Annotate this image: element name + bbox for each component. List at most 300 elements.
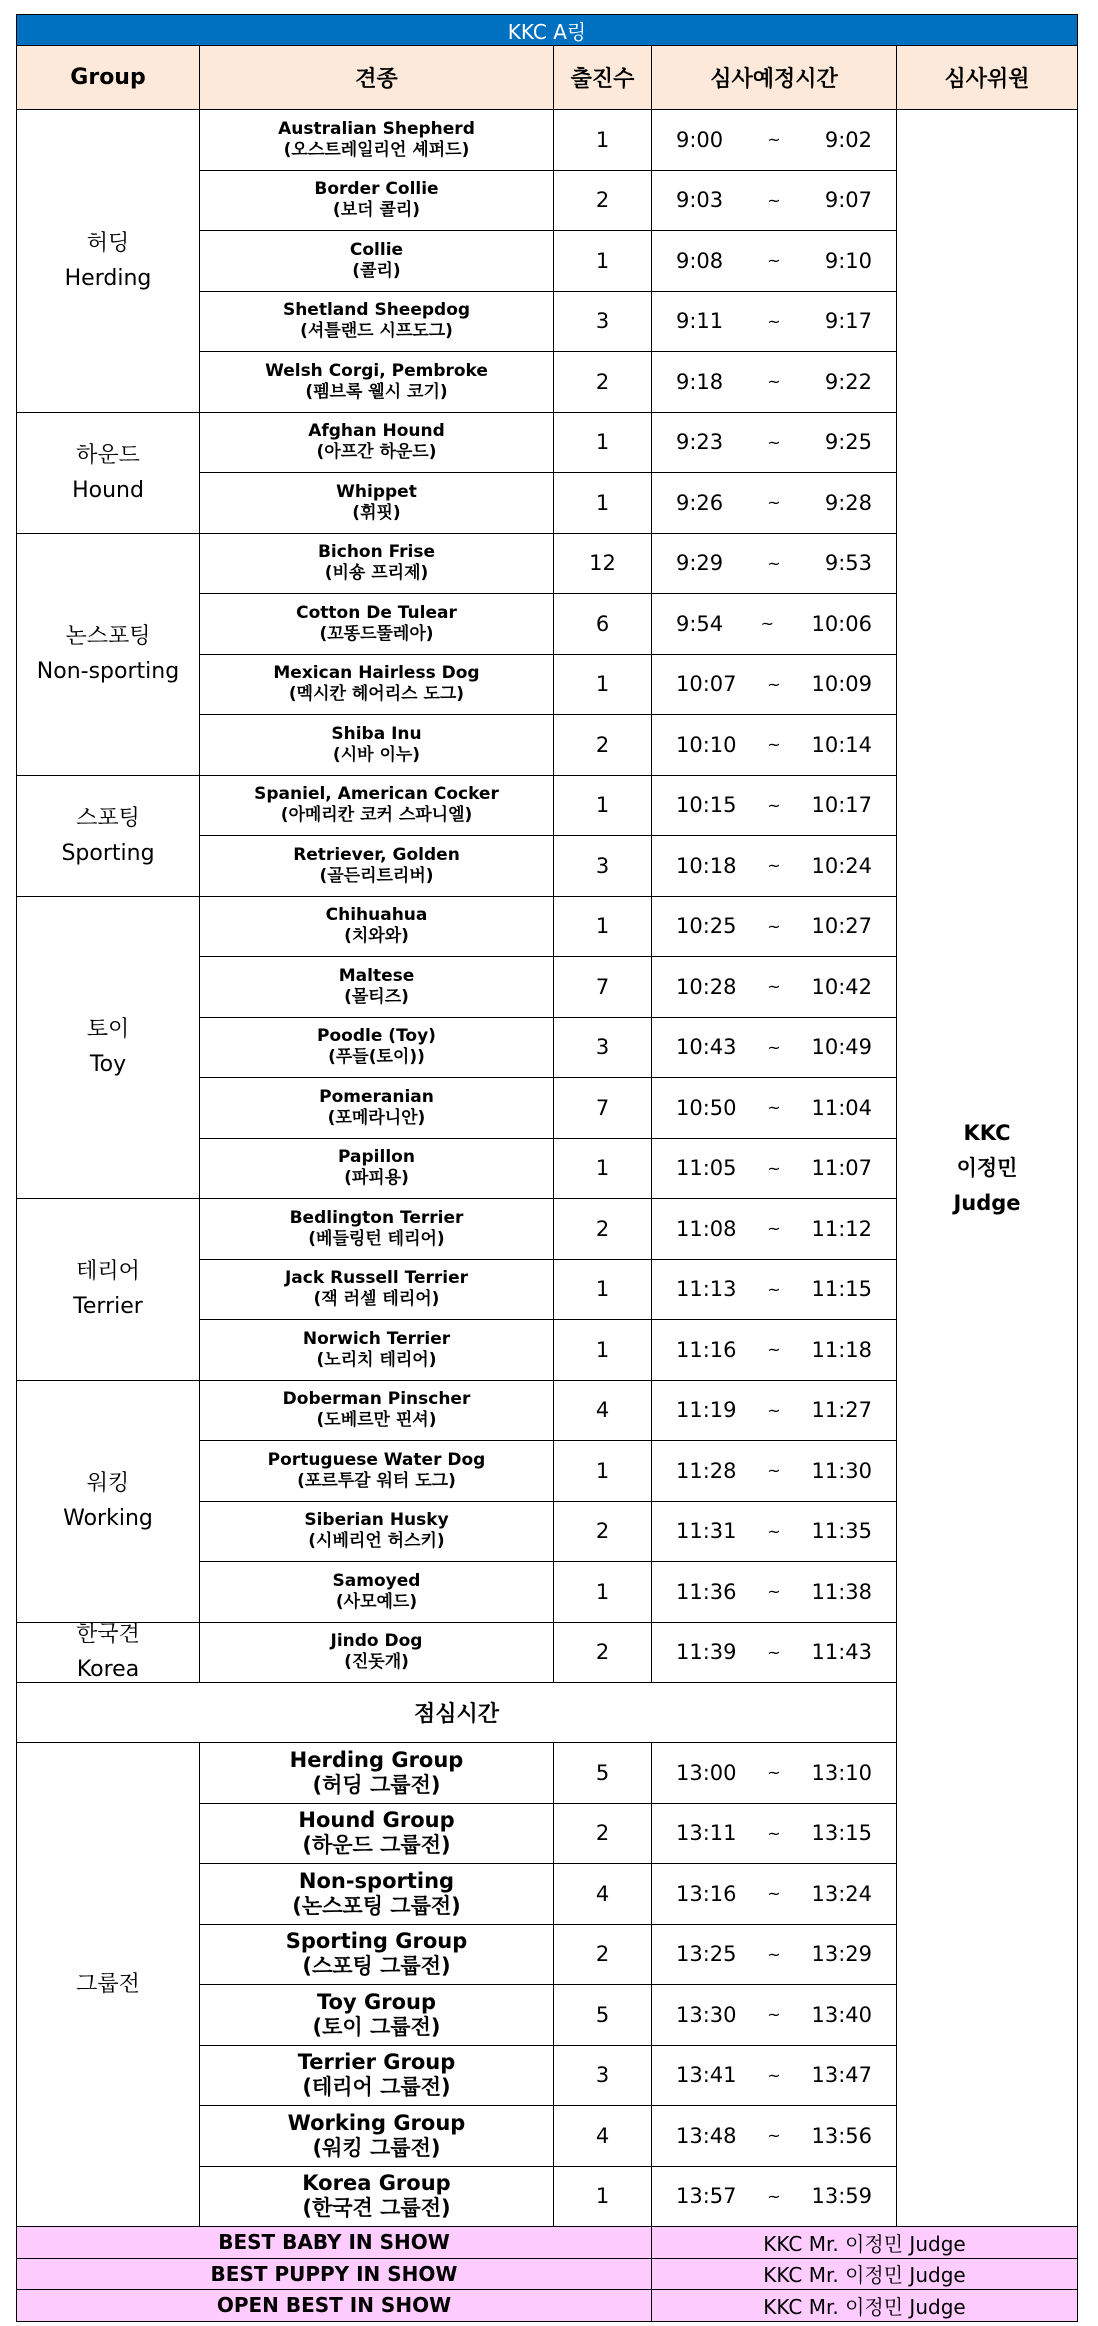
- group-name-en: Herding: [64, 265, 152, 291]
- schedule-time: [652, 110, 897, 171]
- group-judging-label-cell: [16, 1743, 200, 2227]
- schedule-time: [652, 1199, 897, 1260]
- time-separator: ~: [767, 916, 781, 936]
- breed-name-ko: (골든리트리버): [319, 865, 434, 886]
- entry-count-value: 1: [595, 914, 610, 939]
- best-label-text: BEST BABY IN SHOW: [218, 2230, 450, 2255]
- end-time: 10:09: [811, 672, 872, 697]
- header-label: 출진수: [570, 67, 635, 92]
- time-separator: ~: [767, 1521, 781, 1541]
- schedule-time: [652, 2167, 897, 2228]
- entry-count-value: 2: [595, 1821, 610, 1846]
- entry-count-value: 5: [595, 1760, 610, 1785]
- schedule-time: [652, 1985, 897, 2046]
- start-time: 10:18: [676, 853, 737, 878]
- entry-count: [554, 776, 652, 837]
- start-time: 11:31: [676, 1519, 737, 1544]
- entry-count-value: 6: [595, 611, 610, 636]
- breed-name-ko: (포르투갈 워터 도그): [297, 1470, 456, 1491]
- schedule-time: [652, 655, 897, 716]
- entry-count-value: 7: [595, 1095, 610, 1120]
- schedule-time: [652, 1018, 897, 1079]
- start-time: 10:28: [676, 974, 737, 999]
- time-separator: ~: [767, 130, 781, 150]
- time-separator: ~: [767, 1582, 781, 1602]
- breed-name-ko: (치와와): [344, 926, 409, 947]
- start-time: 13:00: [676, 1760, 737, 1785]
- group-name-ko: 워킹: [86, 1471, 130, 1496]
- entry-count-value: 4: [595, 1398, 610, 1423]
- entry-count: [554, 1864, 652, 1925]
- end-time: 11:38: [811, 1579, 872, 1604]
- best-label-text: BEST PUPPY IN SHOW: [210, 2261, 458, 2286]
- entry-count: [554, 1985, 652, 2046]
- breed-cell: [200, 534, 554, 595]
- schedule-time: [652, 897, 897, 958]
- judge-org: KKC: [963, 1120, 1011, 1145]
- time-separator: ~: [767, 977, 781, 997]
- best-in-show-judge: [652, 2227, 1078, 2259]
- schedule-time: [652, 1623, 897, 1684]
- best-in-show-judge: [652, 2259, 1078, 2291]
- breed-name-ko: (파피용): [344, 1168, 409, 1189]
- start-time: 11:36: [676, 1579, 737, 1604]
- breed-cell: [200, 1139, 554, 1200]
- breed-name-en: Border Collie: [314, 179, 439, 200]
- schedule-time: [652, 1320, 897, 1381]
- schedule-time: [652, 1864, 897, 1925]
- schedule-time: [652, 594, 897, 655]
- breed-cell: [200, 655, 554, 716]
- entry-count-value: 2: [595, 1942, 610, 1967]
- breed-name-ko: (비숑 프리제): [324, 563, 429, 584]
- schedule-time: [652, 1743, 897, 1804]
- start-time: 13:30: [676, 2002, 737, 2027]
- judge-title: Judge: [953, 1190, 1021, 1215]
- end-time: 10:27: [811, 914, 872, 939]
- group-working: [16, 1381, 200, 1623]
- time-separator: ~: [767, 674, 781, 694]
- breed-name-ko: (오스트레일리언 셰퍼드): [283, 139, 470, 160]
- schedule-time: [652, 1078, 897, 1139]
- breed-cell: [200, 413, 554, 474]
- group-judging-cell: [200, 1743, 554, 1804]
- group-judging-en: Korea Group: [302, 2171, 451, 2196]
- group-toy: [16, 897, 200, 1200]
- entry-count-value: 1: [595, 1156, 610, 1181]
- group-judging-cell: [200, 2046, 554, 2107]
- entry-count-value: 2: [595, 1216, 610, 1241]
- breed-name-en: Chihuahua: [325, 905, 428, 926]
- end-time: 11:12: [811, 1216, 872, 1241]
- group-judging-ko: (스포팅 그룹전): [302, 1954, 451, 1979]
- schedule-time: [652, 836, 897, 897]
- schedule-time: [652, 231, 897, 292]
- group-name-en: Korea: [76, 1657, 140, 1683]
- entry-count-value: 3: [595, 309, 610, 334]
- entry-count: [554, 655, 652, 716]
- group-name-ko: 논스포팅: [65, 624, 151, 649]
- end-time: 9:17: [824, 309, 872, 334]
- end-time: 9:07: [824, 188, 872, 213]
- header-label: 견종: [355, 67, 398, 92]
- entry-count: [554, 1743, 652, 1804]
- start-time: 13:16: [676, 1881, 737, 1906]
- table-title: [16, 14, 1078, 46]
- entry-count: [554, 1320, 652, 1381]
- start-time: 9:11: [676, 309, 724, 334]
- group-name-en: Hound: [72, 477, 144, 503]
- start-time: 13:25: [676, 1942, 737, 1967]
- header-group: [16, 46, 200, 110]
- best-judge-text: KKC Mr. 이정민 Judge: [763, 2231, 966, 2256]
- end-time: 11:27: [811, 1398, 872, 1423]
- breed-name-ko: (시바 이누): [332, 744, 421, 765]
- schedule-time: [652, 776, 897, 837]
- group-korea: [16, 1623, 200, 1684]
- schedule-time: [652, 1562, 897, 1623]
- end-time: 13:29: [811, 1942, 872, 1967]
- end-time: 13:59: [811, 2184, 872, 2209]
- start-time: 11:13: [676, 1277, 737, 1302]
- schedule-time: [652, 957, 897, 1018]
- schedule-time: [652, 352, 897, 413]
- schedule-time: [652, 1139, 897, 1200]
- breed-name-ko: (푸들(토이)): [328, 1047, 425, 1068]
- schedule-time: [652, 413, 897, 474]
- breed-name-en: Retriever, Golden: [293, 844, 460, 865]
- entry-count: [554, 836, 652, 897]
- entry-count-value: 2: [595, 732, 610, 757]
- best-judge-text: KKC Mr. 이정민 Judge: [763, 2294, 966, 2319]
- time-separator: ~: [767, 1763, 781, 1783]
- time-separator: ~: [767, 795, 781, 815]
- end-time: 11:04: [811, 1095, 872, 1120]
- start-time: 10:10: [676, 732, 737, 757]
- entry-count-value: 1: [595, 793, 610, 818]
- end-time: 11:07: [811, 1156, 872, 1181]
- end-time: 13:47: [811, 2063, 872, 2088]
- time-separator: ~: [767, 1219, 781, 1239]
- entry-count: [554, 1562, 652, 1623]
- breed-cell: [200, 231, 554, 292]
- breed-name-en: Mexican Hairless Dog: [273, 663, 480, 684]
- best-label-text: OPEN BEST IN SHOW: [216, 2293, 452, 2318]
- entry-count: [554, 2046, 652, 2107]
- start-time: 9:08: [676, 248, 724, 273]
- time-separator: ~: [767, 553, 781, 573]
- schedule-sheet: [16, 14, 1078, 2326]
- start-time: 13:48: [676, 2123, 737, 2148]
- entry-count-value: 4: [595, 2123, 610, 2148]
- breed-name-en: Maltese: [338, 965, 415, 986]
- group-name-en: Working: [63, 1506, 153, 1531]
- best-in-show-label: [16, 2227, 652, 2259]
- group-judging-en: Hound Group: [298, 1808, 455, 1833]
- start-time: 11:19: [676, 1398, 737, 1423]
- entry-count-value: 1: [595, 2184, 610, 2209]
- breed-name-en: Doberman Pinscher: [282, 1389, 471, 1410]
- breed-cell: [200, 1381, 554, 1442]
- breed-cell: [200, 836, 554, 897]
- start-time: 11:39: [676, 1640, 737, 1665]
- breed-name-ko: (아프간 하운드): [316, 442, 437, 463]
- header-schedule: [652, 46, 897, 110]
- start-time: 9:03: [676, 188, 724, 213]
- breed-name-ko: (사모예드): [335, 1591, 418, 1612]
- start-time: 11:05: [676, 1156, 737, 1181]
- entry-count: [554, 715, 652, 776]
- entry-count: [554, 171, 652, 232]
- header-judge: [897, 46, 1078, 110]
- start-time: 13:41: [676, 2063, 737, 2088]
- group-judging-cell: [200, 1985, 554, 2046]
- header-label: 심사위원: [944, 67, 1030, 92]
- start-time: 9:00: [676, 127, 724, 152]
- end-time: 13:15: [811, 1821, 872, 1846]
- end-time: 10:06: [811, 611, 872, 636]
- entry-count-value: 3: [595, 853, 610, 878]
- entry-count-value: 1: [595, 248, 610, 273]
- time-separator: ~: [760, 614, 775, 634]
- entry-count-value: 5: [595, 2002, 610, 2027]
- breed-cell: [200, 776, 554, 837]
- breed-name-en: Cotton De Tulear: [296, 602, 457, 623]
- start-time: 11:28: [676, 1458, 737, 1483]
- entry-count: [554, 1381, 652, 1442]
- breed-cell: [200, 715, 554, 776]
- time-separator: ~: [767, 1400, 781, 1420]
- header-count: [554, 46, 652, 110]
- entry-count: [554, 1441, 652, 1502]
- schedule-time: [652, 171, 897, 232]
- lunch-break-row: [16, 1683, 897, 1743]
- end-time: 11:18: [811, 1337, 872, 1362]
- start-time: 11:08: [676, 1216, 737, 1241]
- breed-name-ko: (멕시칸 헤어리스 도그): [288, 684, 465, 705]
- schedule-time: [652, 1381, 897, 1442]
- entry-count-value: 1: [595, 1458, 610, 1483]
- judge-cell: [897, 110, 1078, 2227]
- entry-count-value: 1: [595, 1579, 610, 1604]
- schedule-time: [652, 1260, 897, 1321]
- group-judging-ko: (허딩 그룹전): [312, 1772, 441, 1797]
- time-separator: ~: [767, 1884, 781, 1904]
- entry-count: [554, 1139, 652, 1200]
- group-name-en: Terrier: [73, 1294, 143, 1320]
- entry-count-value: 2: [595, 369, 610, 394]
- breed-name-ko: (아메리칸 코커 스파니엘): [280, 805, 473, 826]
- schedule-time: [652, 1804, 897, 1865]
- entry-count-value: 1: [595, 672, 610, 697]
- start-time: 13:57: [676, 2184, 737, 2209]
- end-time: 10:17: [811, 793, 872, 818]
- time-separator: ~: [767, 190, 781, 210]
- group-non-sporting: [16, 534, 200, 776]
- breed-name-en: Portuguese Water Dog: [267, 1449, 486, 1470]
- breed-name-ko: (시베리언 허스키): [308, 1531, 445, 1552]
- entry-count-value: 2: [595, 188, 610, 213]
- breed-name-en: Siberian Husky: [304, 1510, 449, 1531]
- breed-name-ko: (휘핏): [352, 502, 401, 523]
- group-herding: [16, 110, 200, 413]
- group-name-ko: 하운드: [76, 442, 140, 468]
- group-name-ko: 스포팅: [76, 805, 140, 831]
- end-time: 11:15: [811, 1277, 872, 1302]
- group-name-ko: 테리어: [76, 1259, 140, 1285]
- group-judging-ko: (논스포팅 그룹전): [292, 1893, 461, 1918]
- entry-count-value: 1: [595, 430, 610, 455]
- group-name-en: Toy: [89, 1052, 127, 1078]
- group-judging-cell: [200, 2106, 554, 2167]
- schedule-time: [652, 292, 897, 353]
- breed-name-en: Papillon: [338, 1147, 415, 1168]
- group-sporting: [16, 776, 200, 897]
- end-time: 13:10: [811, 1760, 872, 1785]
- group-name-en: Sporting: [61, 840, 155, 866]
- header-label: 심사예정시간: [710, 67, 838, 92]
- entry-count-value: 2: [595, 1519, 610, 1544]
- judge-name: 이정민: [956, 1155, 1018, 1180]
- entry-count: [554, 1502, 652, 1563]
- end-time: 9:28: [824, 490, 872, 515]
- entry-count: [554, 897, 652, 958]
- time-separator: ~: [767, 1098, 781, 1118]
- breed-cell: [200, 352, 554, 413]
- title-text: KKC A링: [507, 19, 587, 44]
- header-label: Group: [70, 65, 146, 90]
- entry-count: [554, 1925, 652, 1986]
- breed-name-en: Spaniel, American Cocker: [254, 784, 499, 805]
- time-separator: ~: [767, 1642, 781, 1662]
- breed-name-ko: (베들링턴 테리어): [308, 1228, 445, 1249]
- breed-name-ko: (도베르만 핀셔): [316, 1410, 437, 1431]
- end-time: 9:53: [824, 551, 872, 576]
- entry-count-value: 4: [595, 1881, 610, 1906]
- breed-cell: [200, 110, 554, 171]
- entry-count: [554, 231, 652, 292]
- group-name-ko: 토이: [86, 1017, 130, 1043]
- group-judging-en: Working Group: [287, 2110, 466, 2135]
- breed-cell: [200, 957, 554, 1018]
- entry-count: [554, 473, 652, 534]
- group-judging-ko: (테리어 그룹전): [302, 2075, 451, 2100]
- start-time: 9:54: [676, 611, 724, 636]
- start-time: 13:11: [676, 1821, 737, 1846]
- entry-count: [554, 1260, 652, 1321]
- best-in-show-label: [16, 2259, 652, 2291]
- breed-name-en: Jindo Dog: [330, 1631, 423, 1652]
- breed-cell: [200, 1078, 554, 1139]
- end-time: 9:02: [824, 127, 872, 152]
- schedule-time: [652, 2046, 897, 2107]
- group-judging-cell: [200, 1804, 554, 1865]
- time-separator: ~: [767, 1461, 781, 1481]
- entry-count: [554, 1623, 652, 1684]
- start-time: 10:43: [676, 1035, 737, 1060]
- schedule-time: [652, 534, 897, 595]
- time-separator: ~: [767, 251, 781, 271]
- time-separator: ~: [767, 1944, 781, 1964]
- entry-count: [554, 594, 652, 655]
- breed-name-en: Norwich Terrier: [302, 1328, 451, 1349]
- group-judging-label: 그룹전: [76, 1972, 140, 1997]
- group-judging-en: Non-sporting: [298, 1868, 455, 1893]
- breed-name-en: Whippet: [336, 481, 417, 502]
- time-separator: ~: [767, 856, 781, 876]
- entry-count-value: 1: [595, 490, 610, 515]
- end-time: 11:43: [811, 1640, 872, 1665]
- end-time: 10:14: [811, 732, 872, 757]
- breed-name-ko: (꼬똥드뚤레아): [319, 623, 434, 644]
- breed-name-en: Samoyed: [332, 1570, 421, 1591]
- entry-count: [554, 110, 652, 171]
- breed-name-en: Collie: [349, 239, 404, 260]
- entry-count-value: 1: [595, 1277, 610, 1302]
- breed-cell: [200, 1018, 554, 1079]
- group-terrier: [16, 1199, 200, 1381]
- group-judging-ko: (워킹 그룹전): [312, 2135, 441, 2160]
- breed-cell: [200, 1260, 554, 1321]
- group-judging-ko: (토이 그룹전): [312, 2014, 441, 2039]
- breed-name-ko: (잭 러셀 테리어): [313, 1289, 440, 1310]
- end-time: 10:42: [811, 974, 872, 999]
- start-time: 10:25: [676, 914, 737, 939]
- breed-name-en: Shiba Inu: [331, 723, 422, 744]
- end-time: 13:56: [811, 2123, 872, 2148]
- time-separator: ~: [767, 1158, 781, 1178]
- breed-name-ko: (몰티즈): [344, 986, 409, 1007]
- breed-name-en: Australian Shepherd: [278, 118, 475, 139]
- time-separator: ~: [767, 1340, 781, 1360]
- start-time: 10:50: [676, 1095, 737, 1120]
- breed-name-en: Shetland Sheepdog: [282, 300, 471, 321]
- start-time: 9:26: [676, 490, 724, 515]
- end-time: 9:25: [824, 430, 872, 455]
- end-time: 10:49: [811, 1035, 872, 1060]
- entry-count: [554, 413, 652, 474]
- breed-cell: [200, 473, 554, 534]
- header-breed: [200, 46, 554, 110]
- entry-count: [554, 1804, 652, 1865]
- end-time: 9:22: [824, 369, 872, 394]
- lunch-label: 점심시간: [413, 1702, 499, 1727]
- breed-name-ko: (진돗개): [344, 1652, 409, 1673]
- entry-count: [554, 1018, 652, 1079]
- breed-name-ko: (보더 콜리): [332, 200, 421, 221]
- schedule-time: [652, 1441, 897, 1502]
- entry-count: [554, 292, 652, 353]
- time-separator: ~: [767, 432, 781, 452]
- group-name-ko: 한국견: [76, 1622, 140, 1648]
- entry-count-value: 1: [595, 1337, 610, 1362]
- group-judging-en: Terrier Group: [297, 2050, 456, 2075]
- entry-count-value: 12: [589, 551, 616, 576]
- breed-cell: [200, 1562, 554, 1623]
- entry-count-value: 3: [595, 2063, 610, 2088]
- schedule-time: [652, 715, 897, 776]
- end-time: 13:24: [811, 1881, 872, 1906]
- breed-cell: [200, 1199, 554, 1260]
- schedule-time: [652, 473, 897, 534]
- breed-name-ko: (콜리): [352, 260, 401, 281]
- schedule-time: [652, 2106, 897, 2167]
- entry-count: [554, 2167, 652, 2228]
- breed-cell: [200, 1441, 554, 1502]
- time-separator: ~: [767, 1823, 781, 1843]
- breed-cell: [200, 897, 554, 958]
- group-hound: [16, 413, 200, 534]
